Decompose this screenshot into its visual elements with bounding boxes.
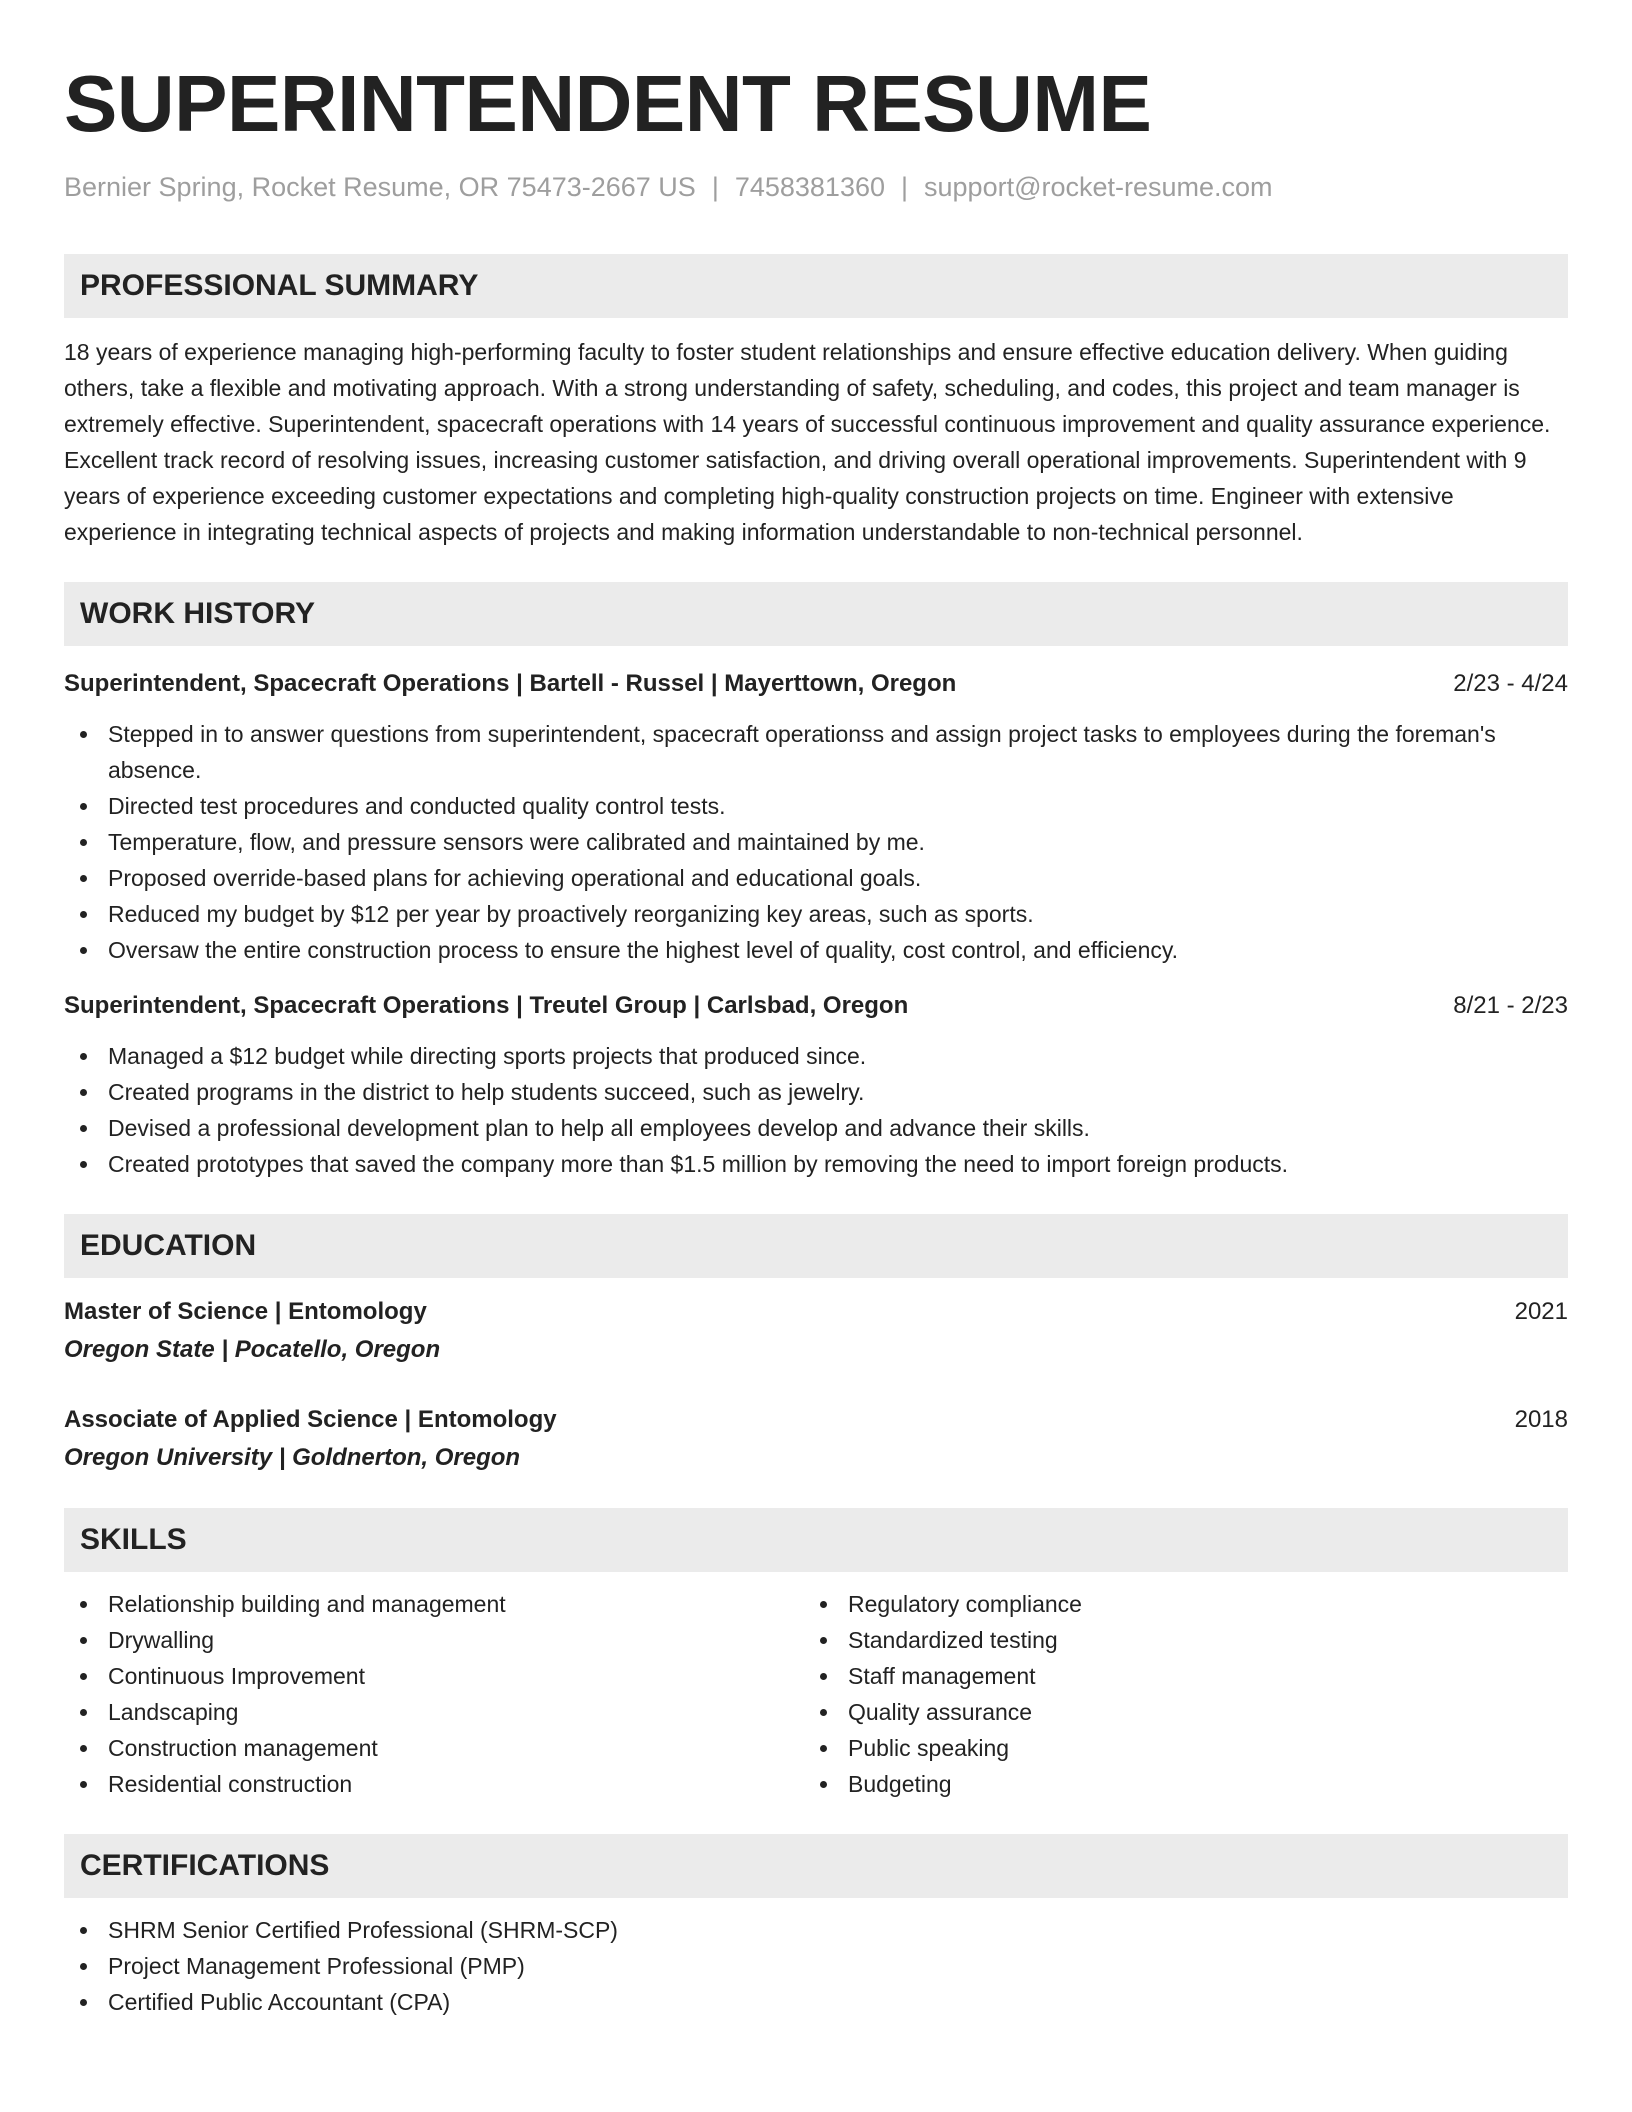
contact-phone: 7458381360 [734, 172, 885, 202]
skill-item: Residential construction [64, 1766, 804, 1802]
skill-item: Relationship building and management [64, 1586, 804, 1622]
contact-address: Bernier Spring, Rocket Resume, OR 75473-2667 US [64, 172, 696, 202]
job-bullets [64, 716, 1568, 968]
skill-item: Regulatory compliance [804, 1586, 1082, 1622]
education-header [64, 1294, 1568, 1330]
skill-item: Budgeting [804, 1766, 1082, 1802]
skills-column-left [64, 1586, 804, 1802]
certifications-list [64, 1912, 1568, 2020]
section-heading-work-history: WORK HISTORY [64, 582, 1568, 646]
job-bullet: Devised a professional development plan to help all employees develop and advance their skills. [64, 1110, 1568, 1146]
job-title: Superintendent, Spacecraft Operations | Treutel Group | Carlsbad, Oregon [64, 992, 909, 1019]
education-degree: Associate of Applied Science | Entomology [64, 1406, 557, 1433]
education-header [64, 1402, 1568, 1438]
contact-email: support@rocket-resume.com [924, 172, 1273, 202]
education-school: Oregon University | Goldnerton, Oregon [64, 1444, 521, 1471]
contact-separator: | [901, 172, 909, 202]
skill-item: Public speaking [804, 1730, 1082, 1766]
job-bullet: Directed test procedures and conducted quality control tests. [64, 788, 1568, 824]
job-bullet: Managed a $12 budget while directing sports projects that produced since. [64, 1038, 1568, 1074]
skill-item: Construction management [64, 1730, 804, 1766]
job-header [64, 666, 1568, 702]
job-title: Superintendent, Spacecraft Operations | Bartell - Russel | Mayerttown, Oregon [64, 670, 957, 697]
section-heading-skills: SKILLS [64, 1508, 1568, 1572]
job-bullet: Stepped in to answer questions from superintendent, spacecraft operationss and assign project tasks to employees during the foreman's absence. [64, 716, 1568, 788]
job-bullet: Proposed override-based plans for achieving operational and educational goals. [64, 860, 1568, 896]
section-heading-summary: PROFESSIONAL SUMMARY [64, 254, 1568, 318]
contact-line [64, 170, 1568, 204]
job-bullet: Temperature, flow, and pressure sensors were calibrated and maintained by me. [64, 824, 1568, 860]
job-entry [64, 988, 1568, 1182]
certification-item: SHRM Senior Certified Professional (SHRM-SCP) [64, 1912, 1568, 1948]
skills-grid [64, 1586, 1568, 1802]
education-year: 2018 [1514, 1406, 1568, 1433]
education-entry [64, 1402, 1568, 1476]
resume-title: SUPERINTENDENT RESUME [64, 59, 1152, 148]
job-bullets [64, 1038, 1568, 1182]
skill-item: Landscaping [64, 1694, 804, 1730]
job-bullet: Created programs in the district to help students succeed, such as jewelry. [64, 1074, 1568, 1110]
job-entry [64, 666, 1568, 968]
contact-separator: | [711, 172, 719, 202]
education-entry [64, 1294, 1568, 1368]
section-heading-education: EDUCATION [64, 1214, 1568, 1278]
job-dates: 2/23 - 4/24 [1453, 670, 1568, 697]
certification-item: Certified Public Accountant (CPA) [64, 1984, 1568, 2020]
job-bullet: Created prototypes that saved the company more than $1.5 million by removing the need to import foreign products. [64, 1146, 1568, 1182]
education-year: 2021 [1514, 1298, 1568, 1325]
section-heading-certifications: CERTIFICATIONS [64, 1834, 1568, 1898]
skill-item: Standardized testing [804, 1622, 1082, 1658]
job-bullet: Reduced my budget by $12 per year by proactively reorganizing key areas, such as sports. [64, 896, 1568, 932]
job-dates: 8/21 - 2/23 [1453, 992, 1568, 1019]
summary-text: 18 years of experience managing high-performing faculty to foster student relationships and ensure effective education delivery. When guiding others, take a flexible and motivating approach. With a strong understanding of safety, scheduling, and codes, this project and team manager is extremely effective. Superintendent, spacecraft operations with 14 years of successful continuous improvement and quality assurance experience. Excellent track record of resolving issues, increasing customer satisfaction, and driving overall operational improvements. Superintendent with 9 years of experience exceeding customer expectations and completing high-quality construction projects on time. Engineer with extensive experience in integrating technical aspects of projects and making information understandable to non-technical personnel. [64, 339, 1551, 545]
education-degree: Master of Science | Entomology [64, 1298, 427, 1325]
skill-item: Quality assurance [804, 1694, 1082, 1730]
job-bullet: Oversaw the entire construction process to ensure the highest level of quality, cost control, and efficiency. [64, 932, 1568, 968]
certification-item: Project Management Professional (PMP) [64, 1948, 1568, 1984]
skill-item: Drywalling [64, 1622, 804, 1658]
skills-column-right [804, 1586, 1082, 1802]
job-header [64, 988, 1568, 1024]
skill-item: Continuous Improvement [64, 1658, 804, 1694]
education-school: Oregon State | Pocatello, Oregon [64, 1336, 441, 1363]
skill-item: Staff management [804, 1658, 1082, 1694]
